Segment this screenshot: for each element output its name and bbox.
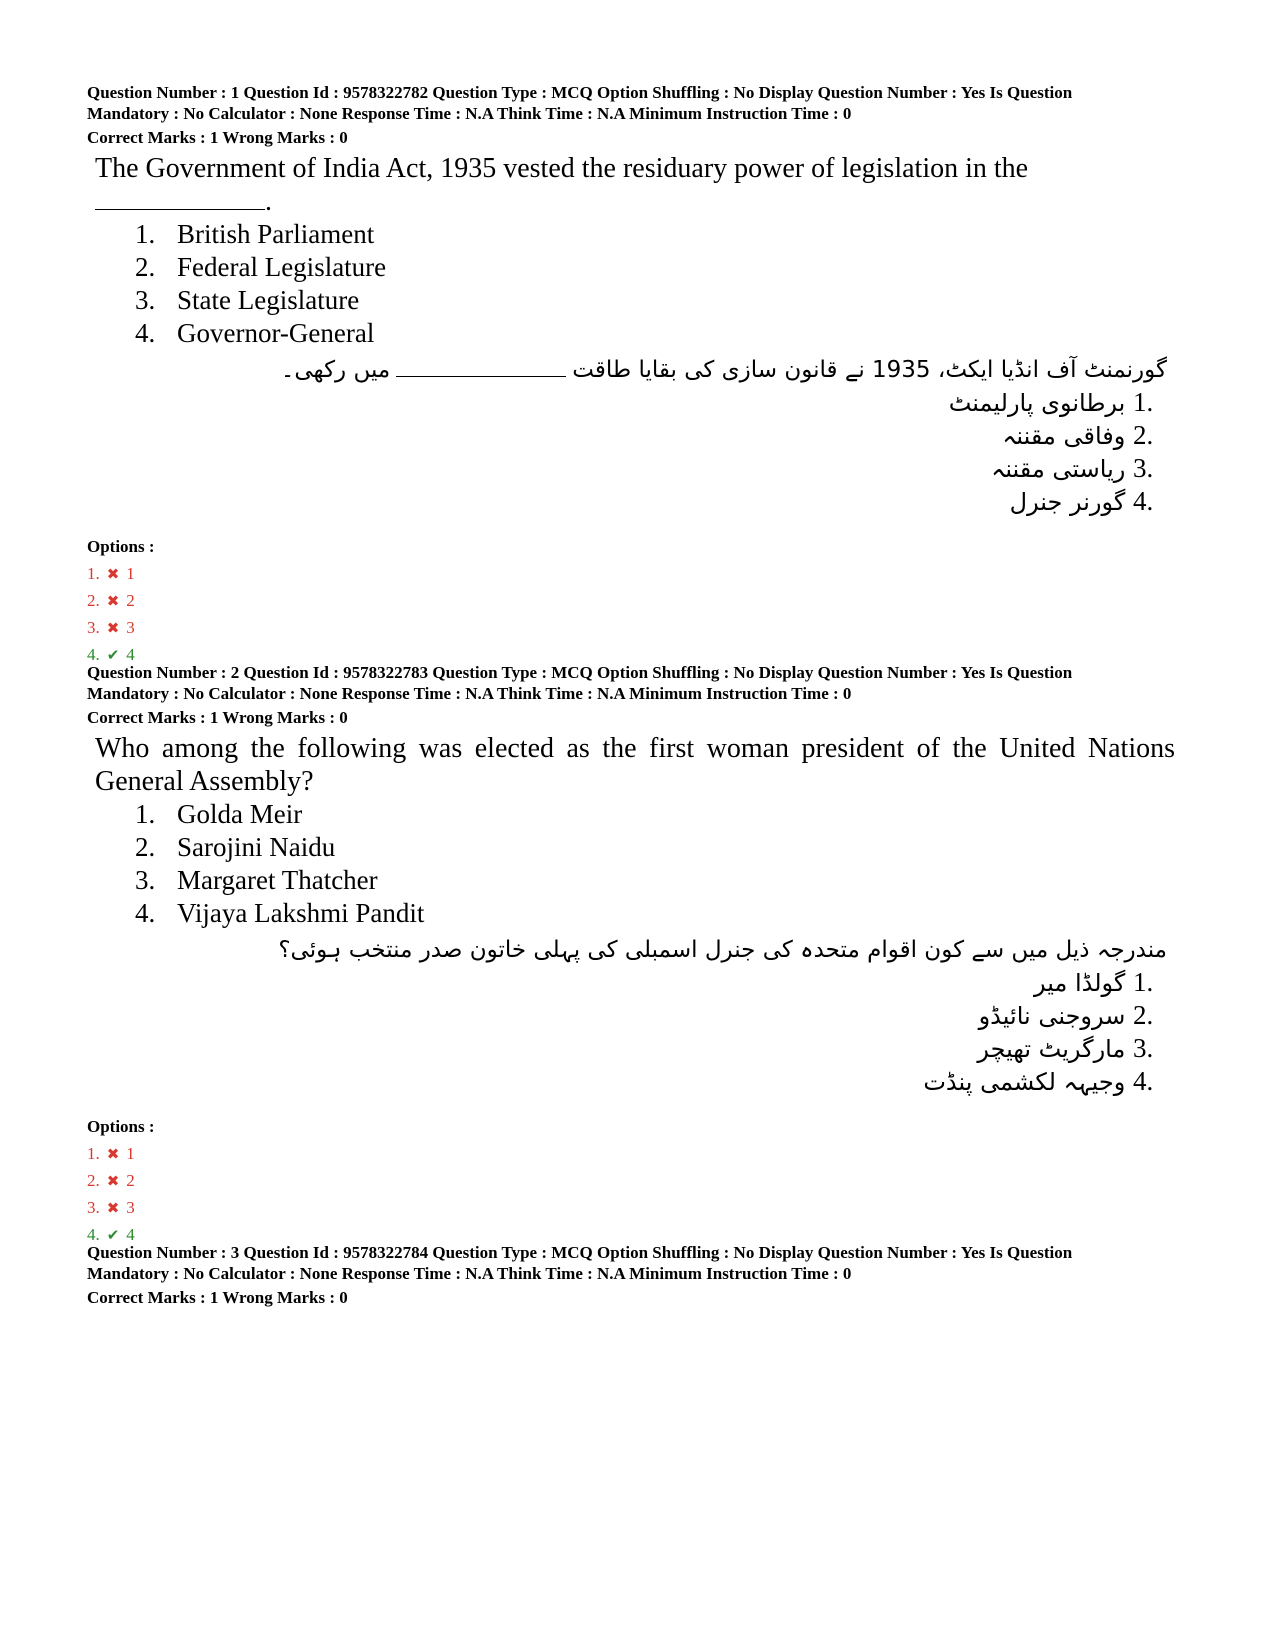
answer-number: 4. bbox=[87, 1225, 100, 1244]
option-ur bbox=[87, 485, 1167, 518]
answer-blank bbox=[95, 187, 265, 210]
check-icon: ✔ bbox=[106, 1228, 120, 1244]
option-number: 1. bbox=[135, 799, 156, 829]
option-number: 4. bbox=[1133, 1066, 1154, 1096]
option-ur bbox=[87, 1032, 1167, 1065]
question-text-ur-part2: میں رکھی۔ bbox=[280, 357, 391, 383]
answer-option bbox=[87, 1195, 1177, 1222]
question-marks: Correct Marks : 1 Wrong Marks : 0 bbox=[87, 128, 348, 147]
answer-number: 4. bbox=[87, 645, 100, 664]
answer-value: 2 bbox=[126, 1171, 135, 1190]
answer-options bbox=[87, 1141, 1177, 1249]
option-text: مارگریٹ تھیچر bbox=[977, 1035, 1126, 1063]
option-text: Sarojini Naidu bbox=[177, 832, 336, 862]
answer-value: 3 bbox=[126, 618, 135, 637]
question-2 bbox=[87, 662, 1177, 1249]
answer-number: 3. bbox=[87, 618, 100, 637]
option-number: 3. bbox=[135, 285, 156, 315]
answer-number: 3. bbox=[87, 1198, 100, 1217]
answer-value: 1 bbox=[126, 564, 135, 583]
question-marks: Correct Marks : 1 Wrong Marks : 0 bbox=[87, 708, 348, 727]
option-text: Margaret Thatcher bbox=[177, 865, 378, 895]
question-text-ur: مندرجہ ذیل میں سے کون اقوام متحدہ کی جنرل اسمبلی کی پہلی خاتون صدر منتخب ہوئی؟ bbox=[278, 937, 1167, 963]
option-en bbox=[135, 897, 1177, 930]
option-en bbox=[135, 251, 1177, 284]
answer-value: 3 bbox=[126, 1198, 135, 1217]
option-text: British Parliament bbox=[177, 219, 375, 249]
option-number: 4. bbox=[135, 898, 156, 928]
cross-icon: ✖ bbox=[106, 1201, 120, 1217]
answer-number: 1. bbox=[87, 1144, 100, 1163]
option-text: برطانوی پارلیمنٹ bbox=[948, 389, 1126, 417]
options-list-en bbox=[87, 798, 1177, 930]
question-meta-line2: Mandatory : No Calculator : None Response Time : N.A Think Time : N.A Minimum Instruction Time : 0 bbox=[87, 684, 852, 703]
option-ur bbox=[87, 1065, 1167, 1098]
option-ur bbox=[87, 419, 1167, 452]
option-en bbox=[135, 218, 1177, 251]
option-en bbox=[135, 864, 1177, 897]
options-heading: Options : bbox=[87, 1117, 155, 1136]
question-marks: Correct Marks : 1 Wrong Marks : 0 bbox=[87, 1288, 348, 1307]
question-meta-line1: Question Number : 3 Question Id : 9578322784 Question Type : MCQ Option Shuffling : No Display Question Number : Yes Is Question bbox=[87, 1243, 1073, 1262]
option-ur bbox=[87, 386, 1167, 419]
question-text-ur-part1: گورنمنٹ آف انڈیا ایکٹ، 1935 نے قانون سازی کی بقایا طاقت bbox=[572, 357, 1167, 383]
option-en bbox=[135, 317, 1177, 350]
option-number: 1. bbox=[135, 219, 156, 249]
option-ur bbox=[87, 452, 1167, 485]
answer-value: 4 bbox=[126, 645, 135, 664]
question-text-en: The Government of India Act, 1935 vested the residuary power of legislation in the . bbox=[95, 153, 1029, 217]
option-text: Vijaya Lakshmi Pandit bbox=[177, 898, 425, 928]
option-number: 3. bbox=[135, 865, 156, 895]
options-heading: Options : bbox=[87, 537, 155, 556]
question-text-ur bbox=[87, 354, 1167, 386]
option-number: 3. bbox=[1133, 1033, 1154, 1063]
options-list-en bbox=[87, 218, 1177, 350]
answer-option bbox=[87, 588, 1177, 615]
answer-option bbox=[87, 1141, 1177, 1168]
question-meta-line2: Mandatory : No Calculator : None Response Time : N.A Think Time : N.A Minimum Instruction Time : 0 bbox=[87, 1264, 852, 1283]
option-number: 3. bbox=[1133, 453, 1154, 483]
option-en bbox=[135, 831, 1177, 864]
option-number: 1. bbox=[1133, 967, 1154, 997]
option-en bbox=[135, 798, 1177, 831]
option-text: وجیہہ لکشمی پنڈت bbox=[923, 1068, 1126, 1096]
option-text: ریاستی مقننہ bbox=[991, 455, 1126, 483]
option-text: گولڈا میر bbox=[1033, 969, 1126, 997]
option-number: 2. bbox=[135, 252, 156, 282]
question-text-en: Who among the following was elected as the first woman president of the United Nations General Assembly? bbox=[95, 733, 1175, 797]
check-icon: ✔ bbox=[106, 648, 120, 664]
answer-number: 2. bbox=[87, 1171, 100, 1190]
question-meta-line2: Mandatory : No Calculator : None Response Time : N.A Think Time : N.A Minimum Instruction Time : 0 bbox=[87, 104, 852, 123]
question-meta-line1: Question Number : 1 Question Id : 9578322782 Question Type : MCQ Option Shuffling : No Display Question Number : Yes Is Question bbox=[87, 83, 1073, 102]
option-number: 2. bbox=[1133, 420, 1154, 450]
answer-value: 1 bbox=[126, 1144, 135, 1163]
question-meta-line1: Question Number : 2 Question Id : 9578322783 Question Type : MCQ Option Shuffling : No Display Question Number : Yes Is Question bbox=[87, 663, 1073, 682]
cross-icon: ✖ bbox=[106, 594, 120, 610]
option-number: 2. bbox=[1133, 1000, 1154, 1030]
option-number: 4. bbox=[1133, 486, 1154, 516]
option-number: 1. bbox=[1133, 387, 1154, 417]
answer-option bbox=[87, 615, 1177, 642]
option-en bbox=[135, 284, 1177, 317]
option-text: Federal Legislature bbox=[177, 252, 387, 282]
option-text: Golda Meir bbox=[177, 799, 303, 829]
question-1 bbox=[87, 82, 1177, 669]
option-text: وفاقی مقننہ bbox=[1002, 422, 1126, 450]
option-number: 4. bbox=[135, 318, 156, 348]
cross-icon: ✖ bbox=[106, 621, 120, 637]
answer-blank-ur bbox=[396, 356, 566, 377]
option-text: سروجنی نائیڈو bbox=[978, 1002, 1126, 1030]
question-3 bbox=[87, 1242, 1177, 1308]
options-list-ur bbox=[87, 386, 1167, 518]
option-text: State Legislature bbox=[177, 285, 360, 315]
answer-option bbox=[87, 561, 1177, 588]
option-ur bbox=[87, 966, 1167, 999]
option-text: گورنر جنرل bbox=[1009, 488, 1126, 516]
answer-number: 2. bbox=[87, 591, 100, 610]
option-text: Governor-General bbox=[177, 318, 375, 348]
cross-icon: ✖ bbox=[106, 1147, 120, 1163]
option-number: 2. bbox=[135, 832, 156, 862]
answer-value: 4 bbox=[126, 1225, 135, 1244]
answer-number: 1. bbox=[87, 564, 100, 583]
cross-icon: ✖ bbox=[106, 567, 120, 583]
cross-icon: ✖ bbox=[106, 1174, 120, 1190]
options-list-ur bbox=[87, 966, 1167, 1098]
question-text-en-body: The Government of India Act, 1935 vested the residuary power of legislation in the bbox=[95, 153, 1029, 184]
answer-value: 2 bbox=[126, 591, 135, 610]
answer-options bbox=[87, 561, 1177, 669]
answer-option bbox=[87, 1168, 1177, 1195]
option-ur bbox=[87, 999, 1167, 1032]
